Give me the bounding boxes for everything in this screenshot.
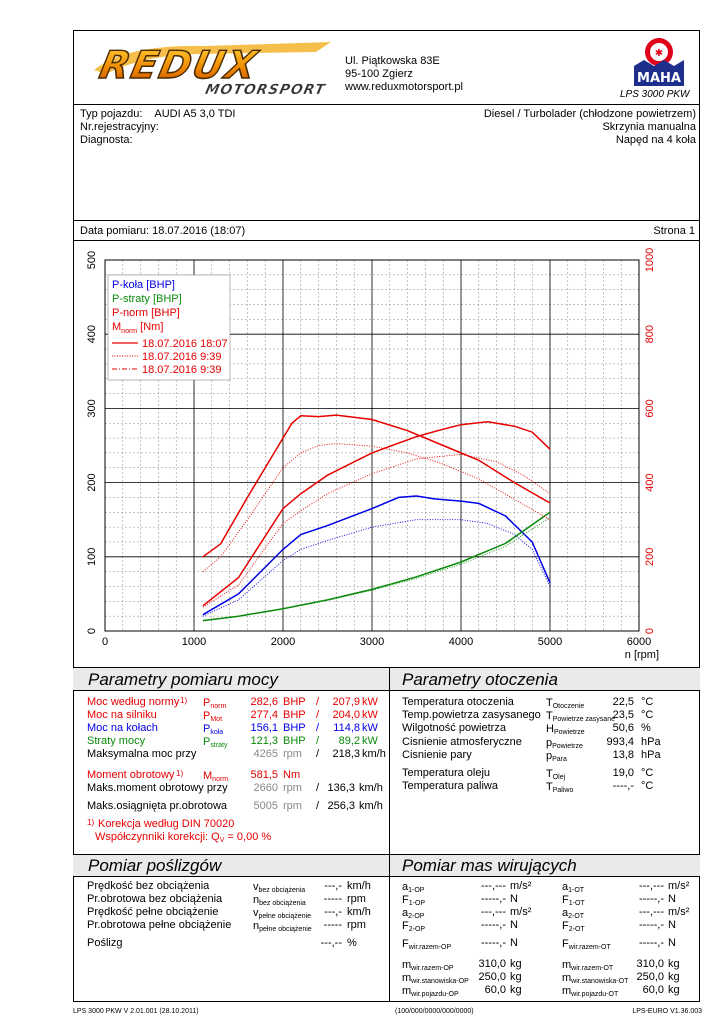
- symbol: $F_{wir.razem-OP}$: [402, 938, 452, 951]
- param-unit-1: rpm: [283, 748, 302, 760]
- slip-label: Poślizg: [87, 937, 123, 949]
- footer-code: (100/000/0000/000/0000): [395, 1008, 474, 1015]
- slip-unit: %: [347, 937, 357, 949]
- symbol: $F_{2-OT}$: [562, 920, 585, 933]
- mass-unit: kg: [668, 971, 680, 983]
- param-unit-1: BHP: [283, 696, 306, 708]
- symbol: $m_{wir.pojazdu-OT}$: [562, 985, 619, 998]
- mass-unit: N: [510, 937, 518, 949]
- env-unit: %: [641, 722, 651, 734]
- x-tick-label: 4000: [448, 636, 474, 648]
- slip-unit: km/h: [347, 906, 371, 918]
- y-right-tick-label: 200: [644, 547, 656, 566]
- page-number: Strona 1: [653, 225, 695, 237]
- symbol: $F_{wir.razem-OT}$: [562, 938, 611, 951]
- section-title-environment: Parametry otoczenia: [402, 670, 558, 689]
- env-unit: °C: [641, 767, 654, 779]
- symbol: $F_{1-OP}$: [402, 894, 426, 907]
- env-unit: °C: [641, 780, 654, 792]
- mass-unit: N: [510, 893, 518, 905]
- param-value-2: 114,8: [333, 722, 360, 734]
- vehicle-type-label: Typ pojazdu:: [80, 108, 143, 120]
- torque-value: 581,5: [250, 769, 278, 781]
- maha-logo: [628, 36, 690, 88]
- symbol: $T_{Paliwo}$: [546, 781, 574, 794]
- y-left-tick-label: 100: [86, 547, 98, 566]
- torque-rpm-value: 2660: [253, 782, 278, 794]
- correction-note: 1): [87, 818, 95, 827]
- slip-label: Prędkość pełne obciążenie: [87, 906, 219, 918]
- mass-value: ---,---: [480, 880, 506, 892]
- env-value: 50,6: [612, 722, 634, 734]
- symbol: $F_{1-OT}$: [562, 894, 585, 907]
- measurement-date: Data pomiaru: 18.07.2016 (18:07): [80, 225, 246, 237]
- mass-unit: kg: [510, 971, 522, 983]
- mass-value: ---,---: [638, 906, 664, 918]
- x-tick-label: 1000: [181, 636, 207, 648]
- section-title-power: Parametry pomiaru mocy: [88, 670, 278, 689]
- symbol: $p_{Para}$: [546, 750, 567, 763]
- env-unit: hPa: [641, 736, 661, 748]
- param-separator: /: [316, 800, 320, 812]
- param-unit-2: km/h: [362, 748, 386, 760]
- slip-value: ---,--: [320, 937, 342, 949]
- torque-speed-value: 136,3: [327, 782, 355, 794]
- symbol: $F_{2-OP}$: [402, 920, 426, 933]
- max-rpm-label: Maks.osiągnięta pr.obrotowa: [87, 800, 228, 812]
- x-axis-label: n [rpm]: [624, 649, 659, 661]
- y-left-tick-label: 0: [86, 627, 98, 635]
- mass-value: ---,---: [638, 880, 664, 892]
- torque-rpm-label: Maks.moment obrotowy przy: [87, 782, 228, 794]
- param-value-1: 282,6: [250, 696, 278, 708]
- slip-label: Prędkość bez obciążenia: [87, 880, 210, 892]
- mass-value: -----,-: [480, 937, 506, 949]
- max-speed-value: 256,3: [327, 800, 355, 812]
- env-unit: hPa: [641, 749, 661, 761]
- symbol: $m_{wir.pojazdu-OP}$: [402, 985, 459, 998]
- param-value-2: 218,3: [332, 748, 360, 760]
- param-note: 1): [180, 696, 188, 705]
- slip-value: ---,-: [324, 906, 342, 918]
- param-unit-2: kW: [362, 696, 378, 708]
- mass-value: -----,-: [480, 893, 506, 905]
- param-value-2: 204,0: [332, 709, 360, 721]
- symbol: $a_{1-OT}$: [562, 881, 585, 894]
- legend-entry: P-koła [BHP]: [112, 279, 175, 291]
- series-line: [203, 520, 550, 617]
- footer-euro-version: LPS-EURO V1.36.003: [632, 1008, 702, 1015]
- env-label: Temperatura paliwa: [402, 780, 498, 792]
- mass-unit: m/s²: [510, 906, 532, 918]
- chart-legend: [108, 275, 230, 380]
- param-value-1: 156,1: [250, 722, 278, 734]
- mass-value: -----,-: [638, 937, 664, 949]
- diagnostician-label: Diagnosta:: [80, 134, 133, 146]
- series-line: [203, 518, 550, 621]
- mass-unit: kg: [510, 984, 522, 996]
- slip-unit: rpm: [347, 893, 366, 905]
- y-left-tick-label: 500: [86, 250, 98, 270]
- max-speed-unit: km/h: [359, 800, 383, 812]
- slip-unit: km/h: [347, 880, 371, 892]
- address-website: www.reduxmotorsport.pl: [345, 81, 463, 93]
- x-tick-label: 5000: [537, 636, 563, 648]
- param-separator: /: [316, 748, 320, 760]
- mass-value: -----,-: [638, 893, 664, 905]
- logo-sub-text: MOTORSPORT: [203, 82, 327, 98]
- symbol: $a_{1-OP}$: [402, 881, 425, 894]
- x-tick-label: 6000: [626, 636, 652, 648]
- mass-unit: m/s²: [668, 880, 690, 892]
- y-left-tick-label: 300: [86, 399, 98, 418]
- param-label: Moc na silniku: [87, 709, 157, 721]
- param-label: Maksymalna moc przy: [87, 748, 197, 760]
- mass-value: 250,0: [636, 971, 664, 983]
- param-separator: /: [316, 696, 320, 708]
- param-label: Moc według normy: [87, 696, 180, 708]
- series-line: [203, 512, 550, 620]
- param-label: Straty mocy: [87, 735, 146, 747]
- y-right-tick-label: 0: [644, 627, 656, 635]
- param-separator: /: [316, 735, 320, 747]
- symbol: $T_{Powietrze zasysane}$: [546, 710, 615, 723]
- series-line: [203, 415, 550, 557]
- series-line: [203, 454, 550, 607]
- max-rpm-value: 5005: [253, 800, 278, 812]
- maha-logo-text: MAHA: [637, 71, 681, 86]
- section-title-mass: Pomiar mas wirujących: [402, 856, 577, 875]
- symbol: $a_{2-OP}$: [402, 907, 425, 920]
- torque-unit: Nm: [283, 769, 301, 781]
- footer-version: LPS 3000 PKW V 2.01.001 (28.10.2011): [73, 1008, 199, 1015]
- mass-unit: m/s²: [668, 906, 690, 918]
- env-label: Temperatura oleju: [402, 767, 491, 779]
- x-tick-label: 3000: [359, 636, 385, 648]
- mass-unit: m/s²: [510, 880, 532, 892]
- legend-run-label: 18.07.2016 9:39: [142, 351, 222, 363]
- correction-coefficient: Współczynniki korekcji: $Q_V = 0,00$ %: [95, 831, 272, 844]
- param-separator: /: [316, 709, 320, 721]
- max-rpm-unit: rpm: [283, 800, 302, 812]
- y-right-tick-label: 1000: [644, 247, 656, 273]
- env-unit: °C: [641, 709, 654, 721]
- symbol: $P_{straty}$: [203, 736, 228, 749]
- y-right-tick-label: 600: [644, 399, 656, 418]
- mass-unit: kg: [668, 958, 680, 970]
- legend-run-label: 18.07.2016 18:07: [142, 338, 228, 350]
- symbol: $m_{wir.razem-OT}$: [562, 959, 614, 972]
- env-value: 993,4: [606, 736, 634, 748]
- redux-logo: [86, 40, 336, 98]
- mass-unit: N: [668, 937, 676, 949]
- env-unit: °C: [641, 696, 654, 708]
- symbol: $T_{Otoczenie}$: [546, 697, 585, 710]
- legend-entry: P-straty [BHP]: [112, 293, 182, 305]
- mass-unit: kg: [510, 958, 522, 970]
- symbol: $a_{2-OT}$: [562, 907, 585, 920]
- param-unit-1: BHP: [283, 722, 306, 734]
- correction-text: Korekcja według DIN 70020: [98, 818, 235, 830]
- slip-unit: rpm: [347, 919, 366, 931]
- mass-value: ---,---: [480, 906, 506, 918]
- mass-value: 60,0: [484, 984, 506, 996]
- symbol: $T_{Olej}$: [546, 768, 566, 781]
- slip-label: Pr.obrotowa bez obciążenia: [87, 893, 223, 905]
- symbol: $P_{koła}$: [203, 723, 224, 736]
- mass-unit: N: [510, 919, 518, 931]
- y-right-tick-label: 400: [644, 473, 656, 492]
- section-title-slip: Pomiar poślizgów: [88, 856, 222, 875]
- param-value-1: 277,4: [250, 709, 278, 721]
- mass-value: 60,0: [642, 984, 664, 996]
- env-value: 23,5: [612, 709, 634, 721]
- mass-value: 310,0: [636, 958, 664, 970]
- mass-value: -----,-: [638, 919, 664, 931]
- product-name: LPS 3000 PKW: [620, 89, 690, 100]
- y-left-tick-label: 200: [86, 473, 98, 492]
- symbol: $v_{bez obciążenia}$: [253, 881, 306, 894]
- env-value: 22,5: [612, 696, 634, 708]
- vehicle-type-value: AUDI A5 3,0 TDI: [154, 108, 236, 120]
- torque-label: Moment obrotowy: [87, 769, 175, 781]
- param-unit-2: kW: [362, 722, 378, 734]
- symbol: $v_{pełne obciążenie}$: [253, 907, 312, 920]
- mass-unit: N: [668, 919, 676, 931]
- param-label: Moc na kołach: [87, 722, 158, 734]
- registration-label: Nr.rejestracyjny:: [80, 121, 159, 133]
- logo-main-text: REDUX: [95, 43, 263, 88]
- power-torque-chart: [73, 245, 700, 665]
- mass-value: 310,0: [478, 958, 506, 970]
- legend-entry: P-norm [BHP]: [112, 307, 180, 319]
- param-unit-2: kW: [362, 709, 378, 721]
- gearbox-type: Skrzynia manualna: [602, 121, 696, 133]
- symbol: $p_{Powietrze}$: [546, 737, 583, 750]
- symbol: $P_{Mot}$: [203, 710, 223, 723]
- address-city: 95-100 Zgierz: [345, 68, 413, 80]
- mass-unit: kg: [668, 984, 680, 996]
- address-street: Ul. Piątkowska 83E: [345, 55, 440, 67]
- engine-type: Diesel / Turbolader (chłodzone powietrzem): [483, 108, 696, 120]
- legend-entry: $M_{norm}$ [Nm]: [112, 321, 164, 335]
- param-separator: /: [316, 722, 320, 734]
- mass-value: -----,-: [480, 919, 506, 931]
- env-label: Cisnienie atmosferyczne: [402, 736, 522, 748]
- slip-value: -----: [323, 919, 342, 931]
- torque-rpm-unit: rpm: [283, 782, 302, 794]
- param-separator: /: [316, 782, 320, 794]
- slip-value: ---,-: [324, 880, 342, 892]
- symbol: $M_{norm}$: [203, 770, 229, 783]
- mass-value: 250,0: [478, 971, 506, 983]
- env-label: Wilgotność powietrza: [402, 722, 506, 734]
- y-left-tick-label: 400: [86, 325, 98, 344]
- env-value: ----,-: [612, 780, 634, 792]
- symbol: $n_{pełne obciążenie}$: [253, 920, 312, 933]
- symbol: $m_{wir.stanowiska-OT}$: [562, 972, 629, 985]
- slip-value: -----: [323, 893, 342, 905]
- param-value-2: 207,9: [332, 696, 360, 708]
- series-line: [203, 496, 550, 615]
- x-tick-label: 0: [101, 636, 109, 648]
- svg-text:✱: ✱: [654, 48, 664, 59]
- symbol: $H_{Powietrze}$: [546, 723, 585, 736]
- mass-unit: N: [668, 893, 676, 905]
- drive-type: Napęd na 4 koła: [615, 134, 696, 146]
- param-value-2: 89,2: [338, 735, 360, 747]
- torque-note: 1): [176, 769, 184, 778]
- env-label: Cisnienie pary: [402, 749, 472, 761]
- y-right-tick-label: 800: [644, 325, 656, 344]
- env-label: Temperatura otoczenia: [402, 696, 514, 708]
- param-value-1: 4265: [253, 748, 278, 760]
- x-tick-label: 2000: [270, 636, 296, 648]
- env-value: 13,8: [612, 749, 634, 761]
- env-label: Temp.powietrza zasysanego: [402, 709, 541, 721]
- torque-speed-unit: km/h: [359, 782, 383, 794]
- symbol: $m_{wir.stanowiska-OP}$: [402, 972, 469, 985]
- param-value-1: 121,3: [250, 735, 278, 747]
- slip-label: Pr.obrotowa pełne obciążenie: [87, 919, 232, 931]
- param-unit-2: kW: [362, 735, 378, 747]
- legend-run-label: 18.07.2016 9:39: [142, 364, 222, 376]
- param-unit-1: BHP: [283, 709, 306, 721]
- symbol: $P_{norm}$: [203, 697, 227, 710]
- param-unit-1: BHP: [283, 735, 306, 747]
- symbol: $n_{bez obciążenia}$: [253, 894, 306, 907]
- env-value: 19,0: [612, 767, 634, 779]
- symbol: $m_{wir.razem-OP}$: [402, 959, 454, 972]
